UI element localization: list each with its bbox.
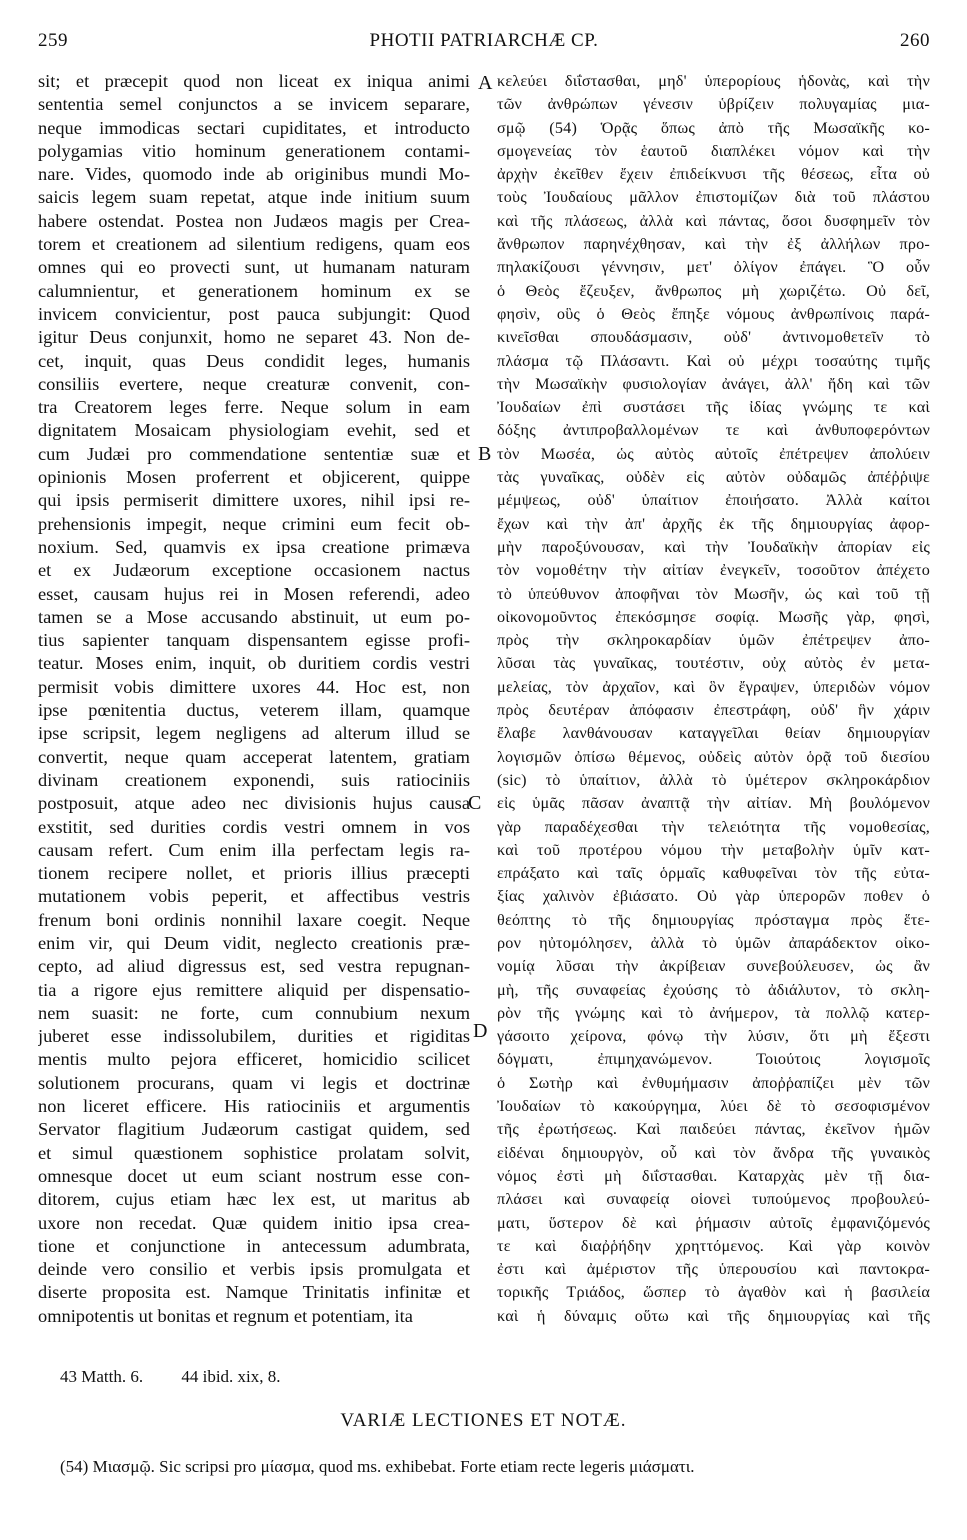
latin-text-line: prehensionis impegit, neque crimini eum fecit ob- — [38, 513, 470, 534]
latin-text-line: tia a rigore ejus remittere aliquid per dispensatio- — [38, 979, 470, 1000]
greek-text-line: μὴν παροξύνουσαν, καὶ τὴν Ἰουδαϊκὴν ἀπορίαν εἰς — [497, 537, 930, 556]
greek-text-line: Ἰουδαίων ἐπὶ συστάσει τῆς ἰδίας γνώμης τε καὶ — [497, 398, 930, 417]
latin-text-line: juberet esse indissolubilem, durities et rigiditas — [38, 1026, 470, 1047]
latin-text-line: sit; et præcepit quod non liceat ex iniqua animi — [38, 71, 470, 91]
latin-text-line: tius sapienter tanquam dispensantem egisse profi- — [38, 630, 470, 651]
latin-text-line: tamen se a Mose accusando abstinuit, ut eum po- — [38, 606, 470, 627]
greek-text-line: τε καὶ διαῤῥήδην χρηττόμενος. Καὶ γὰρ κοινὸν — [497, 1236, 930, 1255]
latin-text-line: ipse pœnitentia ductus, veterem illam, quamque — [38, 700, 470, 721]
latin-text-line: uxore non recedat. Quæ quidem initio ipsa crea- — [38, 1212, 470, 1233]
latin-text-line: et simul quæstionem sophistice prolatam solvit, — [38, 1142, 470, 1163]
latin-text-line: tione et conjunctione in antecessum adumbrata, — [38, 1235, 470, 1256]
section-marker-b: B — [478, 443, 492, 465]
greek-text-line: ἔχων καὶ τὴν ἀπ' ἀρχῆς ἐκ τῆς δημιουργίας ἀφορ- — [497, 514, 930, 533]
latin-text-line: polygamias vitio hominum generationem contami- — [38, 140, 470, 161]
greek-text-line: ὁ Σωτὴρ καὶ ἐνθυμήμασιν ἀποῤῥαπίζει μὲν τῶν — [497, 1073, 930, 1092]
greek-text-line: πλάσει καὶ συναφείᾳ οἱονεὶ τυπούμενος προβουλεύ- — [497, 1190, 930, 1209]
latin-text-line: omnipotentis ut bonitas et regnum et potentiam, ita — [38, 1305, 413, 1326]
greek-text-line: κελεύει διΐστασθαι, μηδ' ὑπερορίους ἡδονὰς, καὶ τὴν — [497, 72, 930, 90]
latin-text-line: et ex Judæorum exceptione occasionem nactus — [38, 560, 470, 581]
greek-text-line: δόξης ἀντιπροβαλλομένων τε καὶ ἀνθυποφερόντων — [497, 421, 930, 440]
greek-text-line: τὰς γυναῖκας, οὐδὲν εἰς αὐτὸν οὐδαμῶς ἀπέῤῥιψε — [497, 468, 930, 487]
footnote-44: 44 ibid. xix, 8. — [181, 1367, 281, 1386]
latin-text-line: saicis legem suam repetat, atque inde initium suum — [38, 187, 470, 208]
latin-text-line: enim vir, qui Deum vidit, neglecto creationis præ- — [38, 932, 470, 953]
latin-text-line: omnes qui eo provecti sunt, ut humanam naturam — [38, 257, 470, 278]
latin-text-line: cum Judæi pro commendatione sententiæ suæ et — [38, 443, 470, 464]
latin-text-line: neque immodicas sectari cupiditates, et introducto — [38, 117, 470, 138]
greek-text-line: ἀρχὴν ἐκεῖθεν ἔχειν ἐπιδείκνυσι τῆς θέσεως, εἶτα οὐ — [497, 165, 930, 184]
page-header — [38, 30, 930, 60]
latin-text-line: tra Creatorem leges ferre. Neque solum in eam — [38, 397, 470, 418]
latin-text-line: nare. Vides, quomodo inde ab originibus mundi Mo- — [38, 164, 470, 185]
latin-text-line: igitur Deus conjunxit, homo ne separet 43. Non de- — [38, 327, 470, 348]
greek-text-line: τορικῆς Τριάδος, ὥσπερ τὸ ἀγαθὸν καὶ ἡ βασιλεία — [497, 1283, 930, 1302]
latin-text-line: torem et creationem ad silentium redigens, quam eos — [38, 234, 470, 255]
greek-text-line: (sic) τὸ ὑπαίτιον, ἀλλὰ τὸ ὑμέτερον σκληροκάρδιον — [497, 770, 930, 789]
greek-text-line: οἰκονομοῦντος ἐπεκόσμησε σοφίᾳ. Μωσῆς γὰρ, φησὶ, — [497, 607, 930, 626]
greek-text-line: εἰς ὑμᾶς πᾶσαν ἀναπτᾷ τὴν αἰτίαν. Μὴ βουλόμενον — [497, 794, 930, 813]
greek-text-line: πρὸς τὴν σκληροκαρδίαν ὑμῶν ἐπέτρεψεν ἀπο- — [497, 631, 930, 650]
latin-text-line: tionem recipere nollet, et prioris illius præcepti — [38, 863, 470, 884]
greek-text-line: νόμος ἐστὶ μὴ διΐστασθαι. Καταρχὰς μὲν τῇ δια- — [497, 1166, 930, 1185]
greek-text-line: ἔλαβε λανθάνουσαν καταγγεῖλαι θείαν δημιουργίαν — [497, 724, 930, 743]
page-number-left: 259 — [38, 30, 68, 51]
latin-text-line: frenum boni ordinis nonnihil laxare coegit. Neque — [38, 909, 470, 930]
greek-text-line: ἐστι καὶ ἀμέριστον τῆς ὑπερουσίου καὶ παντοκρα- — [497, 1260, 930, 1279]
notes-heading: VARIÆ LECTIONES ET NOTÆ. — [340, 1410, 627, 1431]
running-title: PHOTII PATRIARCHÆ CP. — [369, 30, 599, 51]
latin-text-line: ipse scripsit, legem negligens ad alterum illud se — [38, 723, 470, 744]
latin-text-line: teatur. Moses enim, inquit, ob duritiem cordis vestri — [38, 653, 470, 674]
latin-text-line: postposuit, atque adeo nec divisionis hujus causa — [38, 793, 470, 814]
greek-text-line: θεόπτης τὸ τῆς δημιουργίας πρόσταγμα πρὸς ἕτε- — [497, 910, 930, 929]
greek-text-line: καὶ τῆς πλάσεως, ἀλλὰ καὶ πάντας, ὅσοι δυσφημεῖν τὸν — [497, 211, 930, 230]
latin-text-line: causam refert. Cum enim illa perfectam legis ra- — [38, 839, 470, 860]
latin-text-line: nem suasit: ne forte, cum connubium nexum — [38, 1002, 470, 1023]
greek-text-line: σμογενείας τὸν ἑαυτοῦ διαπλέκει νόμον καὶ τὴν — [497, 141, 930, 160]
latin-text-line: sententia semel conjunctos a se invicem separare, — [38, 94, 470, 115]
greek-text-line: επράξατο καὶ ταῖς ὁρμαῖς καθυφεῖναι τὸν τῆς εὐτα- — [497, 864, 930, 883]
greek-text-line: γάσοιτο χείρονα, φόνῳ τὴν λύσιν, ὅτι μὴ ἔξεστι — [497, 1027, 930, 1046]
latin-text-line: cepto, ad aliud digressus est, sed vestra repugnan- — [38, 956, 470, 977]
latin-text-line: exstitit, sed durities cordis vestri omnem in vos — [38, 816, 470, 837]
greek-text-line: κινεῖσθαι σπουδάσμασιν, οὐδ' ἀντινομοθετεῖν τὸ — [497, 328, 930, 347]
greek-text-line: εἰδέναι δημιουργὸν, οὗ καὶ τὸν ἄνδρα τῆς γυναικὸς — [497, 1143, 930, 1162]
greek-text-line: μέμψεως, οὐδ' ὑπαίτιον ἐποιήσατο. Ἀλλὰ καίτοι — [497, 491, 930, 510]
greek-text-line: γὰρ παραδέχεσθαι τὴν τελειότητα τῆς νομοθεσίας, — [497, 817, 930, 836]
latin-text-line: mutationem vobis peperit, et affectibus vestris — [38, 886, 470, 907]
latin-text-line: esset, causam hujus rei in Mosen referendi, adeo — [38, 583, 470, 604]
latin-text-line: divinam creationem exponendi, suis ratiociniis — [38, 769, 470, 790]
greek-text-line: ἄνθρωπον παρηνέχθησαν, καὶ τὴν ἐξ ἀλλήλων προ- — [497, 235, 930, 254]
latin-text-line: dignitatem Mosaicam physiologiam evehit, sed et — [38, 420, 470, 441]
latin-text-line: qui ipsis permiserit dimittere uxores, nihil ipsi re- — [38, 490, 470, 511]
greek-text-line: τοὺς Ἰουδαίους μᾶλλον ἐπιστομίζων διὰ τοῦ πλάστου — [497, 188, 930, 207]
greek-text-line: λογισμῶν ὀπίσω θέμενος, οὐδεὶς αὐτὸν ὁρᾷ τοῦ διεσίου — [497, 747, 930, 766]
greek-text-line: δόγματι, ἐπιμηχανώμενον. Τοιούτοις λογισμοῖς — [497, 1050, 930, 1069]
greek-text-line: μελείας, τὸν ἀρχαῖον, καὶ ὃν ἔγραψεν, ὑπεριδὼν νόμον — [497, 677, 930, 696]
latin-text-line: invicem convicientur, post pauca subjungit: Quod — [38, 303, 470, 324]
latin-text-line: calumnientur, et generationem hominum ex se — [38, 280, 470, 301]
page-number-right: 260 — [900, 30, 930, 51]
latin-text-line: noxium. Sed, quamvis ex ipsa creatione primæva — [38, 536, 470, 557]
greek-text-line: τῶν ἀνθρώπων γένεσιν ὑβρίζειν πολυγαμίας μια- — [497, 95, 930, 114]
greek-text-line: πλάσμα τῷ Πλάσαντι. Καὶ οὐ μέχρι τοσαύτης τιμῆς — [497, 351, 930, 370]
greek-text-line: τὸ ὑπεύθυνον ἀποφῆναι τὸν Μωσῆν, ὡς καὶ τοῦ τῇ — [497, 584, 930, 603]
greek-text-line: τὴν Μωσαϊκὴν φυσιολογίαν ἀνάγει, ἀλλ' ἤδη καὶ τῶν — [497, 374, 930, 393]
latin-text-line: Servator flagitium Judæorum castigat quidem, sed — [38, 1119, 470, 1140]
latin-text-line: mentis multo pejora efficeret, homicidio scilicet — [38, 1049, 470, 1070]
latin-text-line: opinionis Mosen proferrent et objicerent, quippe — [38, 467, 470, 488]
greek-text-line: ματι, ὕστερον δὲ καὶ ῥήμασιν αὐτοῖς ἐμφανιζόμενός — [497, 1213, 930, 1232]
footnote-43: 43 Matth. 6. — [60, 1367, 144, 1386]
greek-column — [497, 70, 930, 1328]
greek-text-line: πηλακίζουσι γέννησιν, μετ' ὀλίγον ἐπάγει. Ὃ οὖν — [497, 258, 930, 277]
greek-text-line: τὸν νομοθέτην τὴν αἰτίαν ἐνεγκεῖν, τοσοῦτον ἀπέχετο — [497, 561, 930, 580]
latin-text-line: solutionem procurans, quam vi legis et doctrinæ — [38, 1072, 470, 1093]
section-marker-c: C — [468, 792, 482, 814]
greek-text-line: σμῷ (54) Ὁρᾷς ὅπως ἀπὸ τῆς Μωσαϊκῆς κο- — [497, 118, 930, 137]
greek-text-line: ξίας χαλινὸν ἐβιάσατο. Οὐ γὰρ ὑπερορῶν ποθεν ὁ — [497, 887, 930, 906]
latin-text-line: cet, inquit, quas Deus condidit leges, humanis — [38, 350, 470, 371]
latin-text-line: ditorem, cujus etiam hæc lex est, ut maritus ab — [38, 1189, 470, 1210]
greek-text-line: καὶ τοῦ προτέρου νόμου τὴν μεταβολὴν ὑμῖν κατ- — [497, 840, 930, 859]
greek-text-line: πρὸς δευτέραν ἀπόφασιν ἐπεστράφη, οὐδ' ἣν χάριν — [497, 701, 930, 720]
latin-column — [38, 70, 470, 1328]
greek-text-line: μὴ, τῆς συναφείας ἐχούσης τὸ ἀδιάλυτον, τὸ σκλη- — [497, 980, 930, 999]
section-marker-a: A — [478, 72, 493, 94]
latin-text-line: deinde vero consilio et verbis ipsis promulgata et — [38, 1259, 470, 1280]
greek-text-line: φησὶν, οὓς ὁ Θεὸς ἔπηξε νόμους ἀνθρωπίνοις παρά- — [497, 304, 930, 323]
greek-text-line: ὁ Θεὸς ἔζευξεν, ἄνθρωπος μὴ χωριζέτω. Οὐ δεῖ, — [497, 281, 930, 300]
latin-text-line: permisit vobis dimittere uxores 44. Hoc est, non — [38, 676, 470, 697]
greek-text-line: τῆς ἐρωτήσεως. Καὶ παιδεύει πάντας, ἐκεῖνον ἡμῶν — [497, 1120, 930, 1139]
greek-text-line: νομίᾳ λῦσαι τὴν ἀκρίβειαν συνεβούλευσεν, ὡς ἂν — [497, 957, 930, 976]
latin-text-line: non liceret efficere. His ratiociniis et argumentis — [38, 1096, 470, 1117]
latin-text-line: diserte proposita est. Namque Trinitatis infinitæ et — [38, 1282, 470, 1303]
footnotes — [60, 1367, 315, 1387]
greek-text-line: καὶ ἡ δύναμις οὕτω καὶ τῆς δημιουργίας καὶ τῆς — [497, 1306, 930, 1325]
latin-text-line: consiliis evertere, neque creaturæ convenit, con- — [38, 373, 470, 394]
greek-text-line: Ἰουδαίων τὸ κακούργημα, λύει δὲ τὸ σεσοφισμένον — [497, 1097, 930, 1116]
greek-text-line: λῦσαι τὰς γυναῖκας, τουτέστιν, οὐχ αὐτὸς ἐν μετα- — [497, 654, 930, 673]
section-marker-d: D — [473, 1020, 488, 1042]
latin-text-line: omnesque docet ut eum sciant nostrum esse con- — [38, 1165, 470, 1186]
notes-text: (54) Μιασμῷ. Sic scripsi pro μίασμα, quod ms. exhibebat. Forte etiam recte legeris μιάσματι. — [60, 1457, 695, 1476]
greek-text-line: ρον ηὐτομόλησεν, ἀλλὰ τὸ ὑμῶν ἀπαράδεκτον οἰκο- — [497, 933, 930, 952]
latin-text-line: convertit, neque quam acceperat latentem, gratiam — [38, 746, 470, 767]
latin-text-line: habere ostendat. Postea non Judæos magis per Crea- — [38, 210, 470, 231]
greek-text-line: τὸν Μωσέα, ὡς αὐτὸς αὐτοῖς ἐπέτρεψεν ἀπολύειν — [497, 444, 930, 463]
greek-text-line: ρὸν τῆς γνώμης καὶ τὸ ἀνήμερον, τὰ πολλῷ κατερ- — [497, 1003, 930, 1022]
